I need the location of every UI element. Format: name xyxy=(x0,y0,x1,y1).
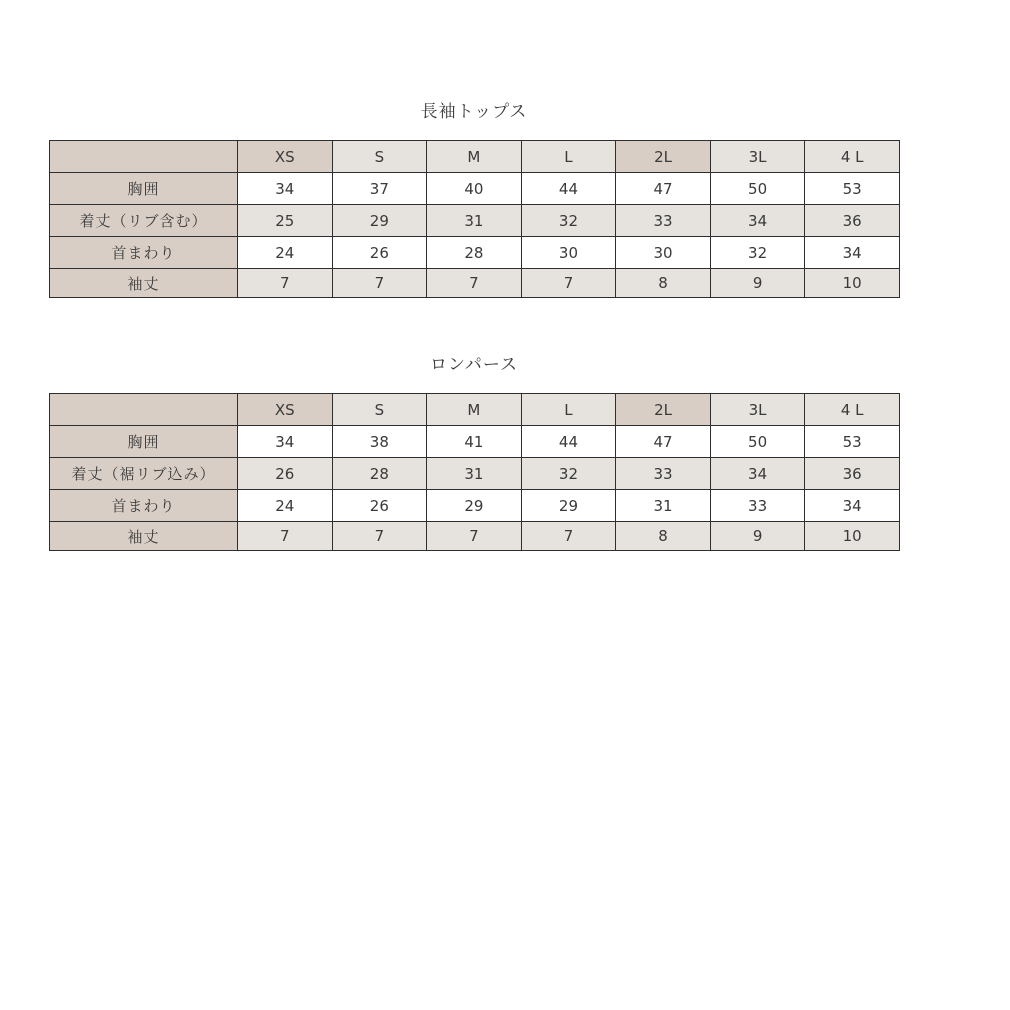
size-chart-long-sleeve-tops xyxy=(49,98,899,298)
column-header: M xyxy=(427,394,522,426)
table-row xyxy=(50,426,900,458)
table-cell: 28 xyxy=(332,458,427,490)
column-header: S xyxy=(332,141,427,173)
table-cell: 10 xyxy=(805,522,900,551)
column-header: 4 L xyxy=(805,394,900,426)
table-cell: 53 xyxy=(805,173,900,205)
table-cell: 44 xyxy=(521,426,616,458)
table-cell: 47 xyxy=(616,173,711,205)
table-cell: 50 xyxy=(710,173,805,205)
column-header: 3L xyxy=(710,141,805,173)
table-cell: 40 xyxy=(427,173,522,205)
table-cell: 9 xyxy=(710,269,805,298)
row-label: 首まわり xyxy=(50,490,238,522)
table-cell: 7 xyxy=(332,269,427,298)
row-label: 首まわり xyxy=(50,237,238,269)
column-header: 3L xyxy=(710,394,805,426)
table-cell: 7 xyxy=(238,522,333,551)
table-cell: 41 xyxy=(427,426,522,458)
size-chart-rompers xyxy=(49,351,899,551)
table-cell: 33 xyxy=(710,490,805,522)
table-cell: 38 xyxy=(332,426,427,458)
header-row xyxy=(50,394,900,426)
table-cell: 26 xyxy=(332,490,427,522)
table-cell: 26 xyxy=(332,237,427,269)
row-label: 胸囲 xyxy=(50,173,238,205)
column-header: S xyxy=(332,394,427,426)
table-cell: 7 xyxy=(427,269,522,298)
column-header: XS xyxy=(238,394,333,426)
table-cell: 25 xyxy=(238,205,333,237)
table-cell: 34 xyxy=(238,426,333,458)
table-title: ロンパース xyxy=(430,355,518,375)
table-cell: 29 xyxy=(332,205,427,237)
table-cell: 30 xyxy=(521,237,616,269)
table-cell: 34 xyxy=(710,458,805,490)
corner-cell xyxy=(50,141,238,173)
table-cell: 47 xyxy=(616,426,711,458)
table-row xyxy=(50,205,900,237)
table-cell: 7 xyxy=(238,269,333,298)
table-cell: 36 xyxy=(805,458,900,490)
column-header: 2L xyxy=(616,394,711,426)
column-header: 4 L xyxy=(805,141,900,173)
row-label: 着丈（裾リブ込み） xyxy=(50,458,238,490)
table-cell: 34 xyxy=(805,490,900,522)
table-cell: 29 xyxy=(427,490,522,522)
table-cell: 28 xyxy=(427,237,522,269)
table-row xyxy=(50,458,900,490)
table-cell: 26 xyxy=(238,458,333,490)
row-label: 着丈（リブ含む） xyxy=(50,205,238,237)
table-cell: 31 xyxy=(427,205,522,237)
table-cell: 33 xyxy=(616,458,711,490)
table-cell: 31 xyxy=(616,490,711,522)
table-cell: 44 xyxy=(521,173,616,205)
table-row xyxy=(50,237,900,269)
table-cell: 32 xyxy=(710,237,805,269)
table-cell: 9 xyxy=(710,522,805,551)
corner-cell xyxy=(50,394,238,426)
table-cell: 34 xyxy=(710,205,805,237)
header-row xyxy=(50,141,900,173)
table-cell: 50 xyxy=(710,426,805,458)
table-cell: 34 xyxy=(238,173,333,205)
column-header: L xyxy=(521,394,616,426)
table-cell: 10 xyxy=(805,269,900,298)
table-cell: 32 xyxy=(521,205,616,237)
table-cell: 53 xyxy=(805,426,900,458)
table-cell: 7 xyxy=(332,522,427,551)
table-cell: 33 xyxy=(616,205,711,237)
table-cell: 29 xyxy=(521,490,616,522)
row-label: 袖丈 xyxy=(50,269,238,298)
table-row xyxy=(50,269,900,298)
column-header: M xyxy=(427,141,522,173)
table-cell: 7 xyxy=(521,269,616,298)
row-label: 袖丈 xyxy=(50,522,238,551)
table-row xyxy=(50,173,900,205)
table-row xyxy=(50,490,900,522)
size-table xyxy=(49,140,900,298)
row-label: 胸囲 xyxy=(50,426,238,458)
table-cell: 7 xyxy=(521,522,616,551)
size-table xyxy=(49,393,900,551)
table-cell: 8 xyxy=(616,522,711,551)
column-header: 2L xyxy=(616,141,711,173)
table-cell: 24 xyxy=(238,490,333,522)
table-cell: 24 xyxy=(238,237,333,269)
column-header: L xyxy=(521,141,616,173)
table-cell: 34 xyxy=(805,237,900,269)
table-cell: 32 xyxy=(521,458,616,490)
table-cell: 37 xyxy=(332,173,427,205)
table-cell: 36 xyxy=(805,205,900,237)
table-cell: 31 xyxy=(427,458,522,490)
table-cell: 8 xyxy=(616,269,711,298)
column-header: XS xyxy=(238,141,333,173)
table-title: 長袖トップス xyxy=(420,102,528,122)
table-row xyxy=(50,522,900,551)
table-cell: 30 xyxy=(616,237,711,269)
table-cell: 7 xyxy=(427,522,522,551)
